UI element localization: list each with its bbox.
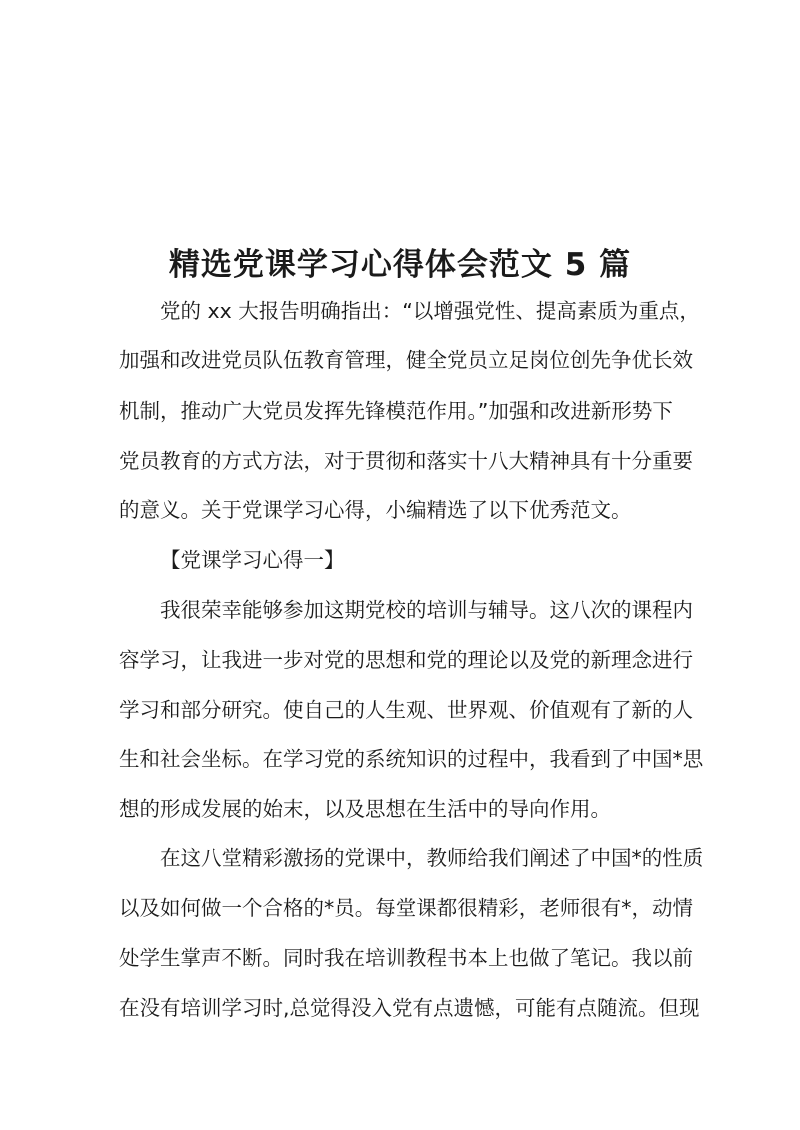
paragraph-line: 在没有培训学习时,总觉得没入党有点遗憾，可能有点随流。但现 <box>119 996 700 1020</box>
paragraph-line: 处学生掌声不断。同时我在培训教程书本上也做了笔记。我以前 <box>119 946 693 970</box>
paragraph-line: 的意义。关于党课学习心得，小编精选了以下优秀范文。 <box>119 498 632 522</box>
paragraph-line: 学习和部分研究。使自己的人生观、世界观、价值观有了新的人 <box>119 698 693 722</box>
paragraph-line: 我很荣幸能够参加这期党校的培训与辅导。这八次的课程内 <box>160 598 693 622</box>
paragraph-line: 加强和改进党员队伍教育管理，健全党员立足岗位创先争优长效 <box>119 348 693 372</box>
paragraph-line: 党的 xx 大报告明确指出：“以增强党性、提高素质为重点， <box>160 299 700 323</box>
paragraph-line: 以及如何做一个合格的*员。每堂课都很精彩，老师很有*，动情 <box>119 896 693 920</box>
document-title: 精选党课学习心得体会范文 5 篇 <box>168 247 632 283</box>
section-heading: 【党课学习心得一】 <box>160 548 345 572</box>
paragraph-line: 在这八堂精彩激扬的党课中，教师给我们阐述了中国*的性质 <box>160 846 704 870</box>
paragraph-line: 党员教育的方式方法，对于贯彻和落实十八大精神具有十分重要 <box>119 449 693 473</box>
paragraph-line: 容学习，让我进一步对党的思想和党的理论以及党的新理念进行 <box>119 648 693 672</box>
paragraph-line: 生和社会坐标。在学习党的系统知识的过程中，我看到了中国*思 <box>119 747 704 771</box>
paragraph-line: 想的形成发展的始末，以及思想在生活中的导向作用。 <box>119 797 611 821</box>
paragraph-line: 机制，推动广大党员发挥先锋模范作用。”加强和改进新形势下 <box>119 399 673 423</box>
